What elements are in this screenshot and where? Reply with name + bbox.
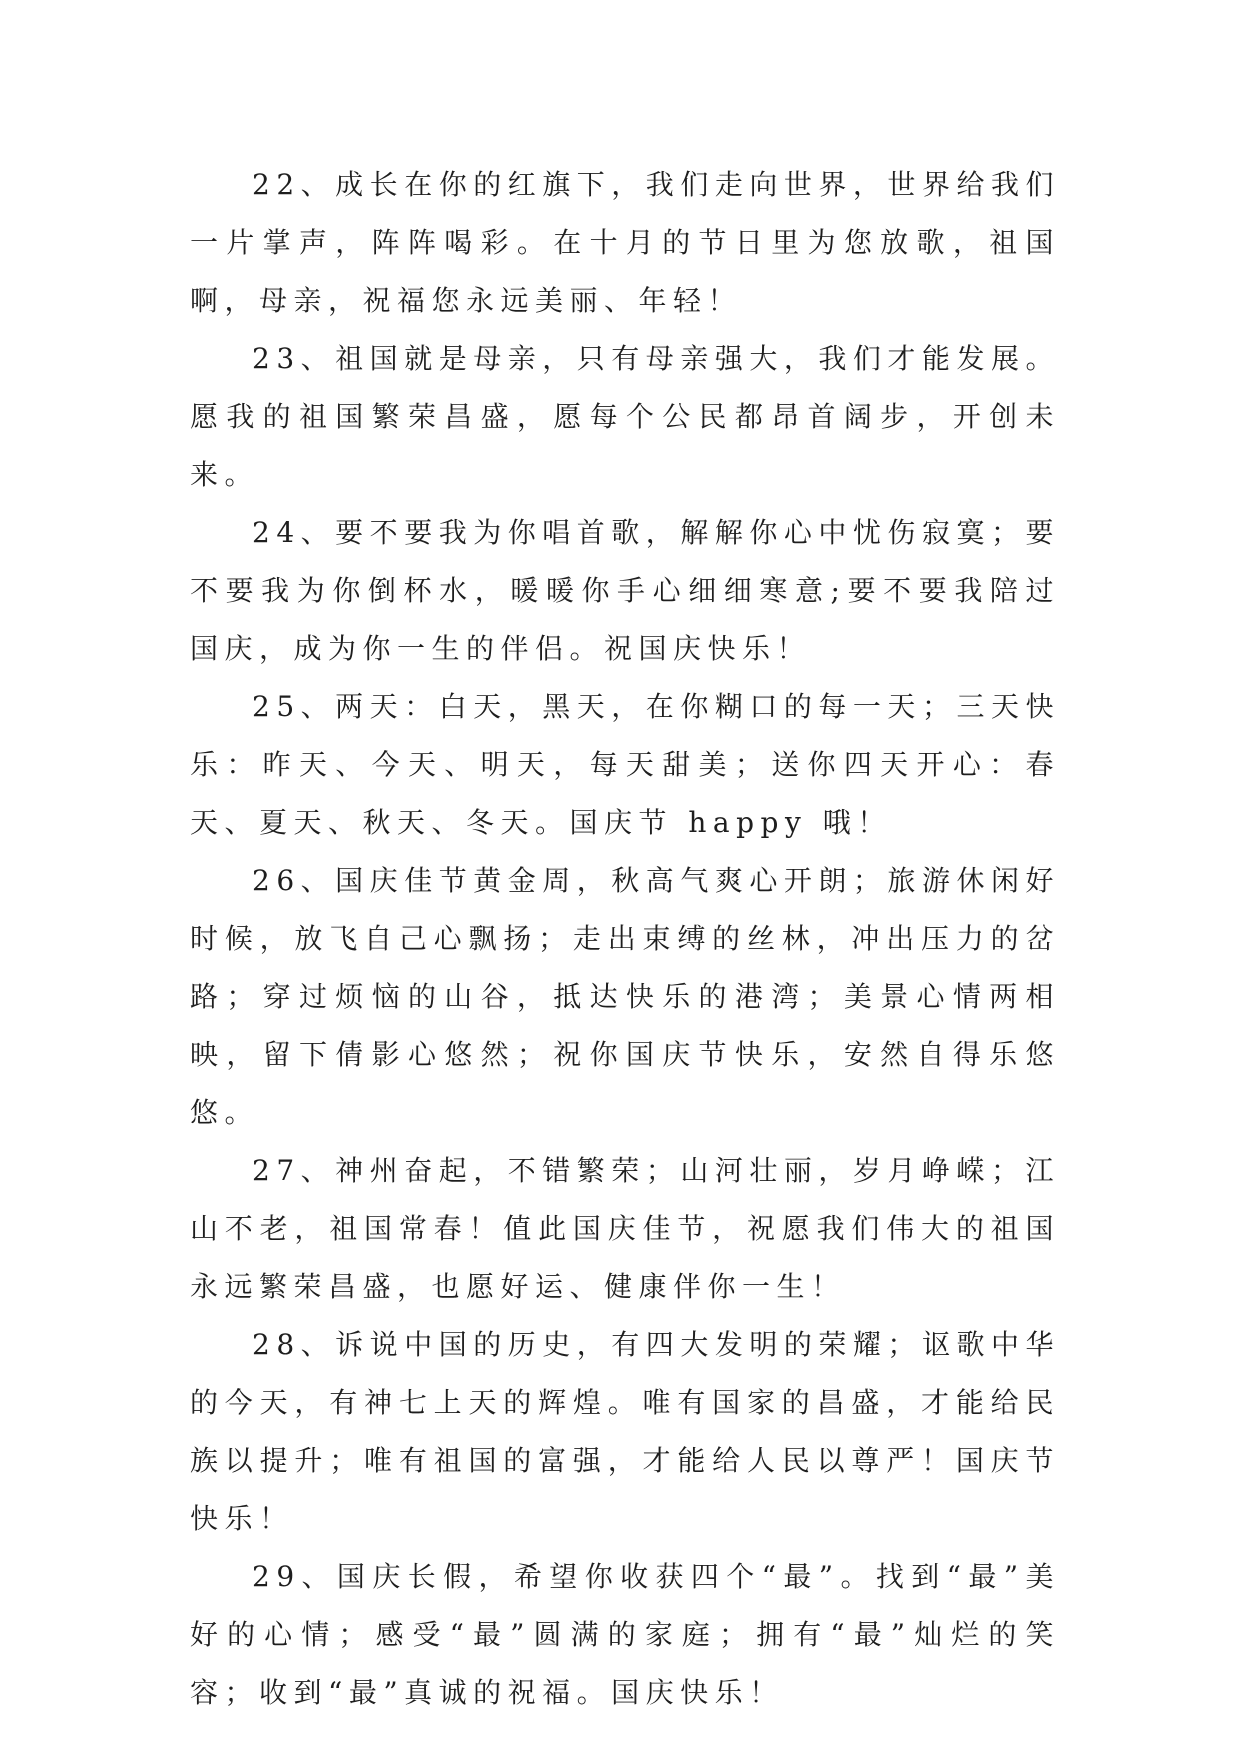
paragraph-23: 23、祖国就是母亲，只有母亲强大，我们才能发展。愿我的祖国繁荣昌盛，愿每个公民都昂首阔步，开创未来。	[190, 342, 1060, 491]
paragraph-24: 24、要不要我为你唱首歌，解解你心中忧伤寂寞；要不要我为你倒杯水，暖暖你手心细细寒意;要不要我陪过国庆，成为你一生的伴侣。祝国庆快乐！	[190, 516, 1060, 665]
paragraph-26: 26、国庆佳节黄金周，秋高气爽心开朗；旅游休闲好时候，放飞自己心飘扬；走出束缚的丝林，冲出压力的岔路；穿过烦恼的山谷，抵达快乐的港湾；美景心情两相映，留下倩影心悠然；祝你国庆节快乐，安然自得乐悠悠。	[190, 864, 1060, 1129]
paragraph-28: 28、诉说中国的历史，有四大发明的荣耀；讴歌中华的今天，有神七上天的辉煌。唯有国家的昌盛，才能给民族以提升；唯有祖国的富强，才能给人民以尊严！国庆节快乐！	[190, 1328, 1060, 1535]
paragraph-25: 25、两天：白天，黑天，在你糊口的每一天；三天快乐：昨天、今天、明天，每天甜美；送你四天开心：春天、夏天、秋天、冬天。国庆节 happy 哦！	[190, 690, 1060, 839]
paragraph-22: 22、成长在你的红旗下，我们走向世界，世界给我们一片掌声，阵阵喝彩。在十月的节日里为您放歌，祖国啊，母亲，祝福您永远美丽、年轻！	[190, 168, 1060, 317]
paragraph-29: 29、国庆长假，希望你收获四个“最”。找到“最”美好的心情；感受“最”圆满的家庭；拥有“最”灿烂的笑容；收到“最”真诚的祝福。国庆快乐！	[190, 1560, 1060, 1709]
paragraph-27: 27、神州奋起，不错繁荣；山河壮丽，岁月峥嵘；江山不老，祖国常春！值此国庆佳节，祝愿我们伟大的祖国永远繁荣昌盛，也愿好运、健康伴你一生！	[190, 1154, 1060, 1303]
document-body	[190, 156, 1060, 1722]
